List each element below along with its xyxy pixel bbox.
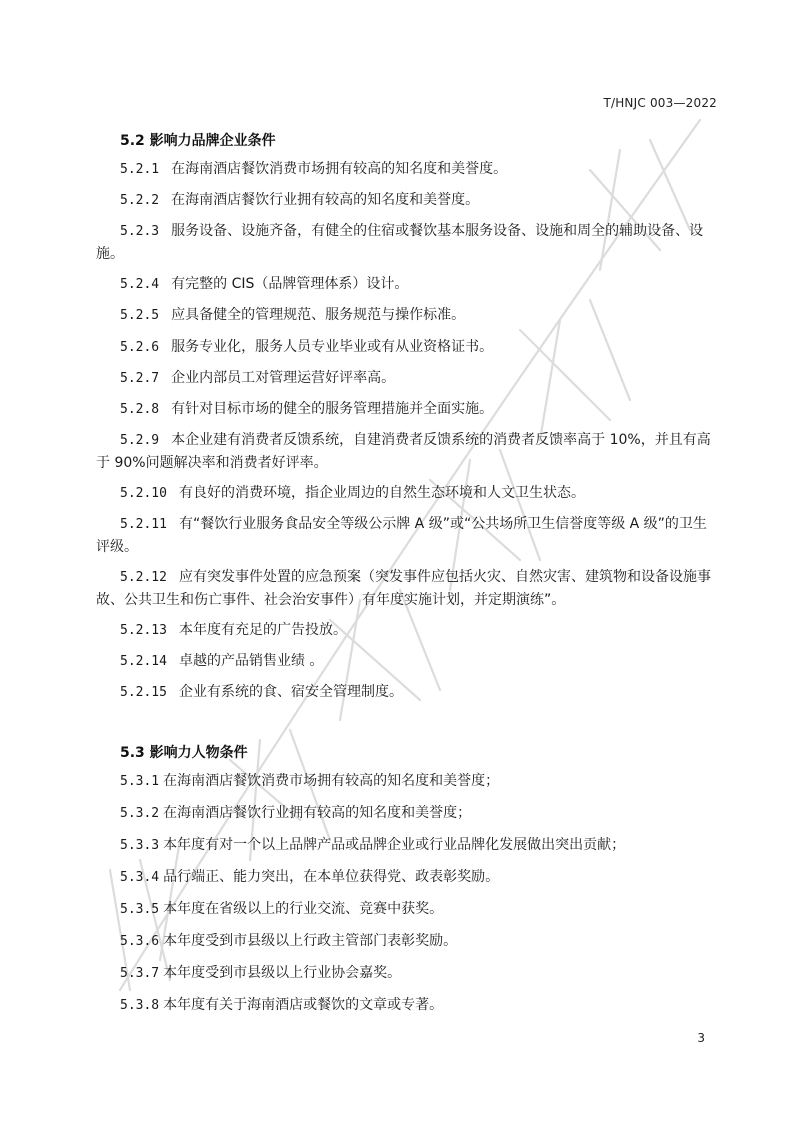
section-heading-5-3: 5.3 影响力人物条件 [120, 745, 248, 761]
clause-5-3-6: 5.3.6 本年度受到市县级以上行政主管部门表彰奖励。 [120, 933, 458, 949]
clause-5-3-1: 5.3.1 在海南酒店餐饮消费市场拥有较高的知名度和美誉度； [120, 773, 500, 789]
clause-5-2-15: 5.2.15 企业有系统的食、宿安全管理制度。 [120, 684, 403, 700]
section-heading-5-2: 5.2 影响力品牌企业条件 [120, 133, 276, 149]
clause-5-2-5: 5.2.5 应具备健全的管理规范、服务规范与操作标准。 [120, 307, 466, 323]
clause-5-3-8: 5.3.8 本年度有关于海南酒店或餐饮的文章或专著。 [120, 997, 444, 1013]
clause-5-2-10: 5.2.10 有良好的消费环境，指企业周边的自然生态环境和人文卫生状态。 [120, 485, 585, 501]
clause-5-2-8: 5.2.8 有针对目标市场的健全的服务管理措施并全面实施。 [120, 401, 494, 417]
clause-5-2-2: 5.2.2 在海南酒店餐饮行业拥有较高的知名度和美誉度。 [120, 192, 480, 208]
clause-5-3-2: 5.3.2 在海南酒店餐饮行业拥有较高的知名度和美誉度； [120, 805, 472, 821]
clause-5-3-3: 5.3.3 本年度有对一个以上品牌产品或品牌企业或行业品牌化发展做出突出贡献； [120, 837, 626, 853]
clause-5-2-6: 5.2.6 服务专业化，服务人员专业毕业或有从业资格证书。 [120, 339, 494, 355]
clause-5-2-7: 5.2.7 企业内部员工对管理运营好评率高。 [120, 370, 396, 386]
clause-5-2-3: 5.2.3 服务设备、设施齐备，有健全的住宿或餐饮基本服务设备、设施和周全的辅助设备、设施。 [96, 223, 704, 262]
clause-5-2-12: 5.2.12 应有突发事件处置的应急预案（突发事件应包括火灾、自然灾害、建筑物和设备设施事故、公共卫生和伤亡事件、社会治安事件）有年度实施计划，并定期演练”。 [96, 569, 711, 608]
clause-5-2-4: 5.2.4 有完整的 CIS（品牌管理体系）设计。 [120, 276, 409, 292]
clause-5-2-14: 5.2.14 卓越的产品销售业绩 。 [120, 653, 324, 669]
clause-5-3-5: 5.3.5 本年度在省级以上的行业交流、竞赛中获奖。 [120, 901, 444, 917]
clause-5-2-13: 5.2.13 本年度有充足的广告投放。 [120, 622, 347, 638]
page-number: 3 [697, 1031, 705, 1045]
document-code: T/HNJC 003—2022 [603, 96, 717, 110]
clause-5-2-1: 5.2.1 在海南酒店餐饮消费市场拥有较高的知名度和美誉度。 [120, 161, 508, 177]
clause-5-2-11: 5.2.11 有“餐饮行业服务食品安全等级公示牌 A 级”或“公共场所卫生信誉度等级 A 级”的卫生评级。 [96, 516, 707, 555]
clause-5-3-4: 5.3.4 品行端正、能力突出，在本单位获得党、政表彰奖励。 [120, 869, 500, 885]
clause-5-3-7: 5.3.7 本年度受到市县级以上行业协会嘉奖。 [120, 965, 402, 981]
clause-5-2-9: 5.2.9 本企业建有消费者反馈系统，自建消费者反馈系统的消费者反馈率高于 10%，并且有高于 90%问题解决率和消费者好评率。 [96, 432, 711, 471]
